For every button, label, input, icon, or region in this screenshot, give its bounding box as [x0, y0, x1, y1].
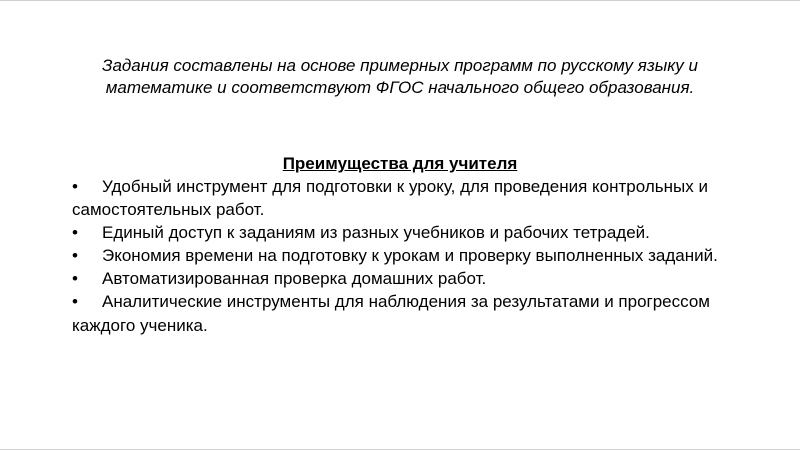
- benefits-list: [72, 175, 752, 337]
- benefit-text: Удобный инструмент для подготовки к уроку, для проведения контрольных и самостоятельных работ.: [72, 177, 708, 220]
- bullet-icon: •: [72, 246, 78, 266]
- intro-paragraph: Задания составлены на основе примерных программ по русскому языку и математике и соответствуют ФГОС начального общего образования.: [102, 56, 698, 97]
- benefit-item: [72, 267, 752, 290]
- benefit-item: [72, 175, 752, 221]
- benefit-item: [72, 244, 752, 267]
- benefit-item: [72, 221, 752, 244]
- bullet-icon: •: [72, 269, 78, 289]
- bullet-icon: •: [72, 177, 78, 196]
- section-heading: Преимущества для учителя: [282, 154, 518, 173]
- benefit-text: Экономия времени на подготовку к урокам и проверку выполненных заданий.: [102, 246, 718, 266]
- benefit-item: [72, 290, 752, 336]
- bullet-icon: •: [72, 292, 78, 312]
- bullet-icon: •: [72, 223, 78, 243]
- benefit-text: Единый доступ к заданиям из разных учебников и рабочих тетрадей.: [102, 223, 650, 243]
- benefit-text: Автоматизированная проверка домашних работ.: [102, 269, 487, 289]
- benefit-text: Аналитические инструменты для наблюдения за результатами и прогрессом каждого ученика.: [72, 292, 710, 335]
